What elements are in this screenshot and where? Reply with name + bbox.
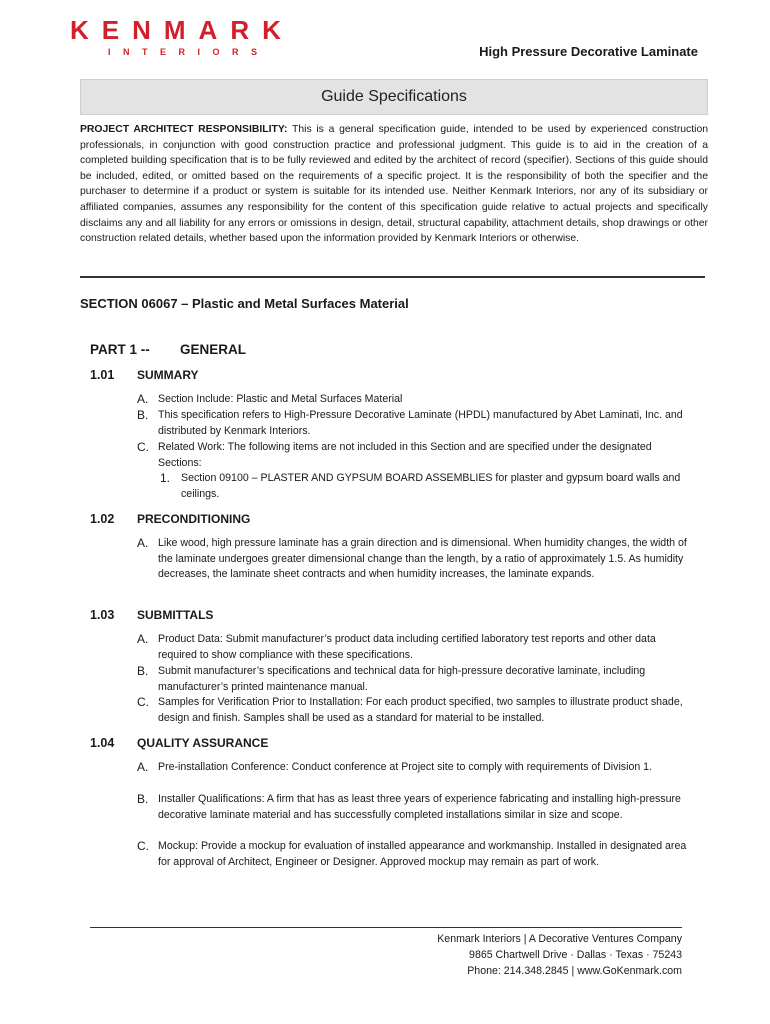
item-text: Product Data: Submit manufacturer’s product data including certified laboratory test reports and other data required to show compliance with these specifications. [158,633,656,661]
responsibility-lead: PROJECT ARCHITECT RESPONSIBILITY: [80,124,288,135]
page-title: Guide Specifications [321,88,467,105]
part-name: GENERAL [180,342,247,357]
item-letter: A. [137,392,149,406]
article-number: 1.03 [90,608,115,622]
item-letter: C. [137,839,149,853]
item-letter: C. [137,695,149,709]
part-heading [90,342,247,357]
section-divider [80,276,705,278]
item-text: This specification refers to High-Pressure Decorative Laminate (HPDL) manufactured by Abet Laminati, Inc. and distributed by Kenmark Interiors. [158,409,683,437]
item-letter: C. [137,440,149,454]
item-text: Installer Qualifications: A firm that has as least three years of experience fabricating and installing high-pressure decorative laminate material and has successfully completed installations similar in size and scope. [158,793,681,821]
item-text: Section Include: Plastic and Metal Surfaces Material [158,393,403,405]
article-title: QUALITY ASSURANCE [137,736,269,750]
item-text: Submit manufacturer’s specifications and technical data for high-pressure decorative laminate, including manufacturer’s printed maintenance manual. [158,665,646,693]
kenmark-logo [70,15,294,58]
part-number: PART 1 -- [90,342,150,357]
logo-wordmark: KENMARK [70,15,294,45]
subitem-text: Section 09100 – PLASTER AND GYPSUM BOARD ASSEMBLIES for plaster and gypsum board walls and ceilings. [181,472,681,500]
item-text: Mockup: Provide a mockup for evaluation of installed appearance and workmanship. Installed in designated area for approval of Architect, Engineer or Designer. Approved mockup may remain as part of work. [158,840,687,868]
footer-contact: Phone: 214.348.2845 | www.GoKenmark.com [467,965,682,977]
item-text: Pre-installation Conference: Conduct conference at Project site to comply with requirements of Division 1. [158,761,653,773]
item-text: Related Work: The following items are not included in this Section and are specified under the designated Sections: [158,441,652,469]
article-number: 1.02 [90,512,115,526]
article-title: SUMMARY [137,368,199,382]
item-letter: B. [137,664,149,678]
article-title: PRECONDITIONING [137,512,251,526]
responsibility-paragraph [80,122,708,247]
page-title-bar [80,79,708,115]
item-letter: A. [137,760,149,774]
item-text: Like wood, high pressure laminate has a grain direction and is dimensional. When humidity changes, the width of the laminate undergoes greater dimensional change than the length, by a ratio of approximately 1.5. As humidity decreases, the laminate sheet contracts and when humidity increases, the laminate expands. [158,537,687,580]
footer [437,931,682,979]
footer-company: Kenmark Interiors | A Decorative Ventures Company [437,933,682,945]
item-letter: B. [137,792,149,806]
footer-divider [90,927,682,928]
article-number: 1.01 [90,368,115,382]
document-type-heading: High Pressure Decorative Laminate [479,44,698,59]
logo-subtitle: INTERIORS [108,47,270,57]
item-letter: A. [137,632,149,646]
footer-address: 9865 Chartwell Drive · Dallas · Texas · 75243 [469,949,682,961]
responsibility-text: This is a general specification guide, intended to be used by experienced construction professionals, in conjunction with good construction practice and professional judgment. This guide is to aid in the creation of a completed building specification that is to be fully reviewed and edited by the architect of record (specifier). Sections of this guide should be included, edited, or omitted based on the requirements of a specific project. It is the responsibility of both the specifier and the purchaser to determine if a product or system is suitable for its intended use. Neither Kenmark Interiors, nor any of its subsidiary or affiliated companies, assumes any responsibility for the content of this specification guide relative to actual projects and specifically disclaims any and all liability for any errors or omissions in design, detail, structural capability, attachment details, shop drawings or other construction related details, whether based upon the information provided by Kenmark Interiors or otherwise. [80,124,709,245]
item-text: Samples for Verification Prior to Installation: For each product specified, two samples to illustrate product shade, design and finish. Samples shall be used as a standard for material to be installed. [158,696,683,724]
item-letter: A. [137,536,149,550]
section-title: SECTION 06067 – Plastic and Metal Surfaces Material [80,296,409,311]
article-number: 1.04 [90,736,115,750]
article-title: SUBMITTALS [137,608,214,622]
subitem-number: 1. [160,471,171,485]
item-letter: B. [137,408,149,422]
